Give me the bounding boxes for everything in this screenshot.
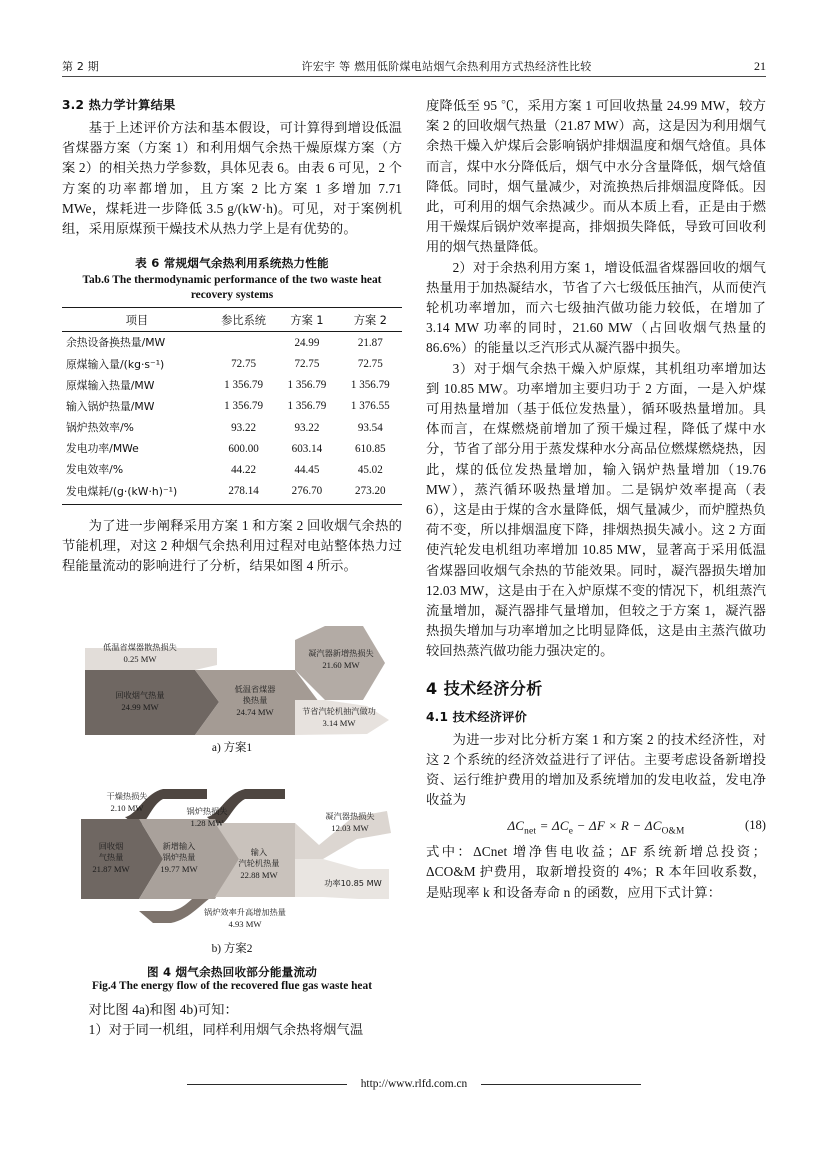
footer-rule-right xyxy=(481,1084,641,1085)
value-economizer-loss-a: 0.25 MW xyxy=(123,654,157,665)
left-column xyxy=(62,96,402,1041)
label-boiler-loss-b: 锅炉热损失 xyxy=(186,806,228,817)
th-plan-2: 方案 2 xyxy=(339,308,402,332)
right-column xyxy=(426,96,766,903)
label-recovered-heat-line1-b: 回收烟 xyxy=(98,841,124,852)
cell-plan-1: 72.75 xyxy=(294,358,320,370)
left-paragraph-2: 为了进一步阐释采用方案 1 和方案 2 回收烟气余热的节能机理，对这 2 种烟气余热利用过程对电站整体热力过程能量流动的影响进行了分析，结果如图 4 所示。 xyxy=(62,517,402,574)
cell-item: 发电效率/% xyxy=(66,463,124,477)
cell-reference xyxy=(212,332,275,354)
value-efficiency-gain-b: 4.93 MW xyxy=(228,919,262,930)
footer-rule-left xyxy=(187,1084,347,1085)
sankey-diagram-b xyxy=(67,759,397,939)
cell-item: 发电煤耗/(g·(kW·h)⁻¹) xyxy=(62,481,212,505)
cell-reference: 600.00 xyxy=(228,442,259,455)
table-body xyxy=(62,332,402,504)
cell-plan-1: 44.45 xyxy=(294,463,320,476)
right-paragraph-4: 为进一步对比分析方案 1 和方案 2 的技术经济性，对这 2 个系统的经济效益进行了评估。主要考虑设备新增投资、运行维护费用的增加及系统增加的发电收益，发电净收益为 xyxy=(426,731,766,808)
cell-plan-2: 1 376.55 xyxy=(350,400,390,413)
cell-plan-2: 45.02 xyxy=(357,463,383,476)
table-6 xyxy=(62,255,402,504)
table-row xyxy=(62,459,402,480)
right-paragraph-1: 度降低至 95 ℃，采用方案 1 可回收热量 24.99 MW，较方案 2 的回收烟气热量（21.87 MW）高，这是因为利用烟气余热干燥入炉煤后会影响锅炉排烟温度和烟气焓值。具体而言，煤中水分降低后，烟气中水分含量降低，烟气焓值降低。同时，烟气量减少，对流换热后排烟温度降低。因此，可利用的烟气余热减少。而从本质上看，正是由于燃用干燥煤后锅炉效率提高，排烟损失降低，导致可回收利用的烟气热量降低。 xyxy=(426,98,766,255)
equation-number: (18) xyxy=(745,817,766,832)
right-paragraph-5: 式中：ΔCnet 增净售电收益；ΔF 系统新增总投资；ΔCO&M 护费用，取新增投资的 4%；R 本年回收系数，是贴现率 k 和设备寿命 n 的函数，应用下式计算： xyxy=(426,844,766,900)
value-drying-loss-b: 2.10 MW xyxy=(110,803,144,814)
sub-caption-b: b) 方案2 xyxy=(211,943,253,956)
label-power-output-b: 功率10.85 MW xyxy=(324,878,382,889)
label-condenser-loss-a: 凝汽器新增热损失 xyxy=(308,648,374,659)
table-row xyxy=(62,396,402,417)
table-row xyxy=(62,353,402,374)
cell-reference: 278.14 xyxy=(212,481,275,505)
cell-reference: 72.75 xyxy=(231,358,257,370)
running-head xyxy=(62,50,766,77)
figure-4 xyxy=(62,588,402,992)
value-condenser-loss-a: 21.60 MW xyxy=(322,660,360,671)
section-heading-3-2: 3.2 热力学计算结果 xyxy=(62,98,176,112)
cell-plan-2: 610.85 xyxy=(355,442,386,455)
cell-item: 发电功率/MWe xyxy=(66,442,139,456)
section-heading-4-1: 4.1 技术经济评价 xyxy=(426,709,527,724)
thermodynamic-performance-table xyxy=(62,307,402,504)
value-saved-extraction-a: 3.14 MW xyxy=(322,718,356,729)
label-saved-extraction-a: 节省汽轮机抽汽做功 xyxy=(302,706,376,717)
cell-reference: 1 356.79 xyxy=(224,400,263,413)
issue-label: 第 2 期 xyxy=(62,60,99,73)
table-caption-en: Tab.6 The thermodynamic performance of the two waste heat recovery systems xyxy=(82,274,382,301)
right-paragraph-3: 3）对于烟气余热干燥入炉原煤，其机组功率增加达到 10.85 MW。功率增加主要归功于 2 方面，一是入炉煤可用热量增加（基于低位发热量），循环吸热量增加。具体而言，在煤燃烧前增加了预干燥过程，降低了煤中水分，节省了部分用于蒸发煤种水分高品位燃煤燃烧热，因此，煤的低位发热量增加，输入锅炉热量增加（19.76 MW），蒸汽循环吸热量增加。二是锅炉效率提高（表 6），这是由于煤的含水量降低，烟气量减少，而炉膛热负荷不变，所以排烟温度下降，排烟热损失减小。这 2 方面使汽轮发电机组功率增加 10.85 MW，显著高于采用低温省煤器回收烟气余热的节能效果。同时，凝汽器损失增加 12.03 MW，这是由于在入炉原煤不变的情况下，机组蒸汽流量增加，凝汽器排气量增加，但较之于方案 1，凝汽器热损失增加与功率增加之比明显降低，这是由主蒸汽做功较回热蒸汽做功能力强决定的。 xyxy=(426,360,766,659)
label-recovered-heat-a: 回收烟气热量 xyxy=(115,690,165,701)
label-economizer-exchange-line2-a: 换热量 xyxy=(242,695,268,706)
value-boiler-loss-b: 1.28 MW xyxy=(190,818,224,829)
sankey-diagram-a xyxy=(67,588,397,738)
cell-item: 输入锅炉热量/MW xyxy=(66,399,155,413)
value-turbine-input-b: 22.88 MW xyxy=(240,870,278,881)
equation-18 xyxy=(426,818,766,837)
label-new-input-line2-b: 锅炉热量 xyxy=(162,852,196,863)
label-efficiency-gain-b: 锅炉效率升高增加热量 xyxy=(204,907,286,918)
section-heading-4: 4 技术经济分析 xyxy=(426,678,543,698)
equation-expression: $\Delta C_{net} = \Delta C_e - \Delta F \times R - \Delta C_{O\&M}$ xyxy=(507,817,685,837)
cell-plan-2: 1 356.79 xyxy=(350,379,390,392)
cell-item: 锅炉热效率/% xyxy=(66,421,134,435)
figure-caption-cn: 图 4 烟气余热回收部分能量流动 xyxy=(146,965,318,980)
cell-plan-1: 93.22 xyxy=(294,421,320,434)
cell-plan-1: 1 356.79 xyxy=(287,400,327,413)
cell-item: 余热设备换热量/MW xyxy=(66,336,166,350)
cell-plan-1: 603.14 xyxy=(291,442,323,455)
page-number: 21 xyxy=(754,59,766,73)
footer-url: http://www.rlfd.com.cn xyxy=(360,1078,468,1090)
th-reference: 参比系统 xyxy=(212,308,275,332)
cell-plan-2: 21.87 xyxy=(357,336,383,349)
cell-plan-1: 1 356.79 xyxy=(287,379,327,392)
cell-item: 原煤输入量/(kg·s⁻¹) xyxy=(66,357,165,371)
table-row xyxy=(62,438,402,459)
th-plan-1: 方案 1 xyxy=(275,308,338,332)
sub-caption-a: a) 方案1 xyxy=(211,742,253,755)
cell-plan-2: 93.54 xyxy=(357,421,383,434)
value-economizer-exchange-a: 24.74 MW xyxy=(236,707,274,718)
label-drying-loss-b: 干燥热损失 xyxy=(106,791,148,802)
footer xyxy=(62,1078,766,1090)
label-economizer-exchange-line1-a: 低温省煤器 xyxy=(234,684,276,695)
value-new-input-b: 19.77 MW xyxy=(160,864,198,875)
label-turbine-input-line2-b: 汽轮机热量 xyxy=(238,858,280,869)
table-row xyxy=(62,481,402,505)
cell-reference: 1 356.79 xyxy=(224,379,263,392)
cell-plan-2: 72.75 xyxy=(357,358,383,370)
table-row xyxy=(62,332,402,354)
cell-plan-1: 276.70 xyxy=(275,481,338,505)
left-paragraph-1: 基于上述评价方法和基本假设，可计算得到增设低温省煤器方案（方案 1）和利用烟气余热干燥原煤方案（方案 2）的相关热力学参数，具体见表 6。由表 6 可见，2 个方案的功率都增加，且方案 2 比方案 1 多增加 7.71 MWe，煤耗进一步降低 3.5 g/(kW·h)。可见，对于案例机组，采用原煤预干燥技术从热力学上是有优势的。 xyxy=(62,120,402,237)
table-caption-cn: 表 6 常规烟气余热利用系统热力性能 xyxy=(135,256,329,271)
cell-plan-2: 273.20 xyxy=(339,481,402,505)
table-row xyxy=(62,417,402,438)
cell-reference: 44.22 xyxy=(231,463,257,476)
value-condenser-loss-b: 12.03 MW xyxy=(331,823,369,834)
right-paragraph-2: 2）对于余热利用方案 1，增设低温省煤器回收的烟气热量用于加热凝结水，节省了六七级低压抽汽，从而使汽轮机功率增加，而六七级抽汽做功能力较低，在增加了 3.14 MW 功率的同时，21.60 MW（占回收烟气热量的 86.6%）的能量以乏汽形式从凝汽器中损失。 xyxy=(426,259,766,356)
cell-plan-1: 24.99 xyxy=(294,336,320,349)
left-paragraph-3: 对比图 4a)和图 4b)可知： xyxy=(88,1002,238,1018)
figure-caption-en: Fig.4 The energy flow of the recovered flue gas waste heat xyxy=(92,980,372,993)
cell-item: 原煤输入热量/MW xyxy=(66,378,155,392)
cell-reference: 93.22 xyxy=(231,421,257,434)
table-header-row xyxy=(62,308,402,332)
article-title: 许宏宇 等 燃用低阶煤电站烟气余热利用方式热经济性比较 xyxy=(301,60,592,73)
label-recovered-heat-line2-b: 气热量 xyxy=(98,852,124,863)
value-recovered-heat-a: 24.99 MW xyxy=(121,702,159,713)
value-recovered-heat-b: 21.87 MW xyxy=(92,864,130,875)
label-condenser-loss-b: 凝汽器热损失 xyxy=(325,811,375,822)
label-new-input-line1-b: 新增输入 xyxy=(162,841,196,852)
th-item: 项目 xyxy=(62,308,212,332)
label-turbine-input-line1-b: 输入 xyxy=(250,847,268,858)
label-economizer-loss-a: 低温省煤器散热损失 xyxy=(103,642,177,653)
table-row xyxy=(62,375,402,396)
left-paragraph-4: 1）对于同一机组，同样利用烟气余热将烟气温 xyxy=(88,1022,364,1038)
